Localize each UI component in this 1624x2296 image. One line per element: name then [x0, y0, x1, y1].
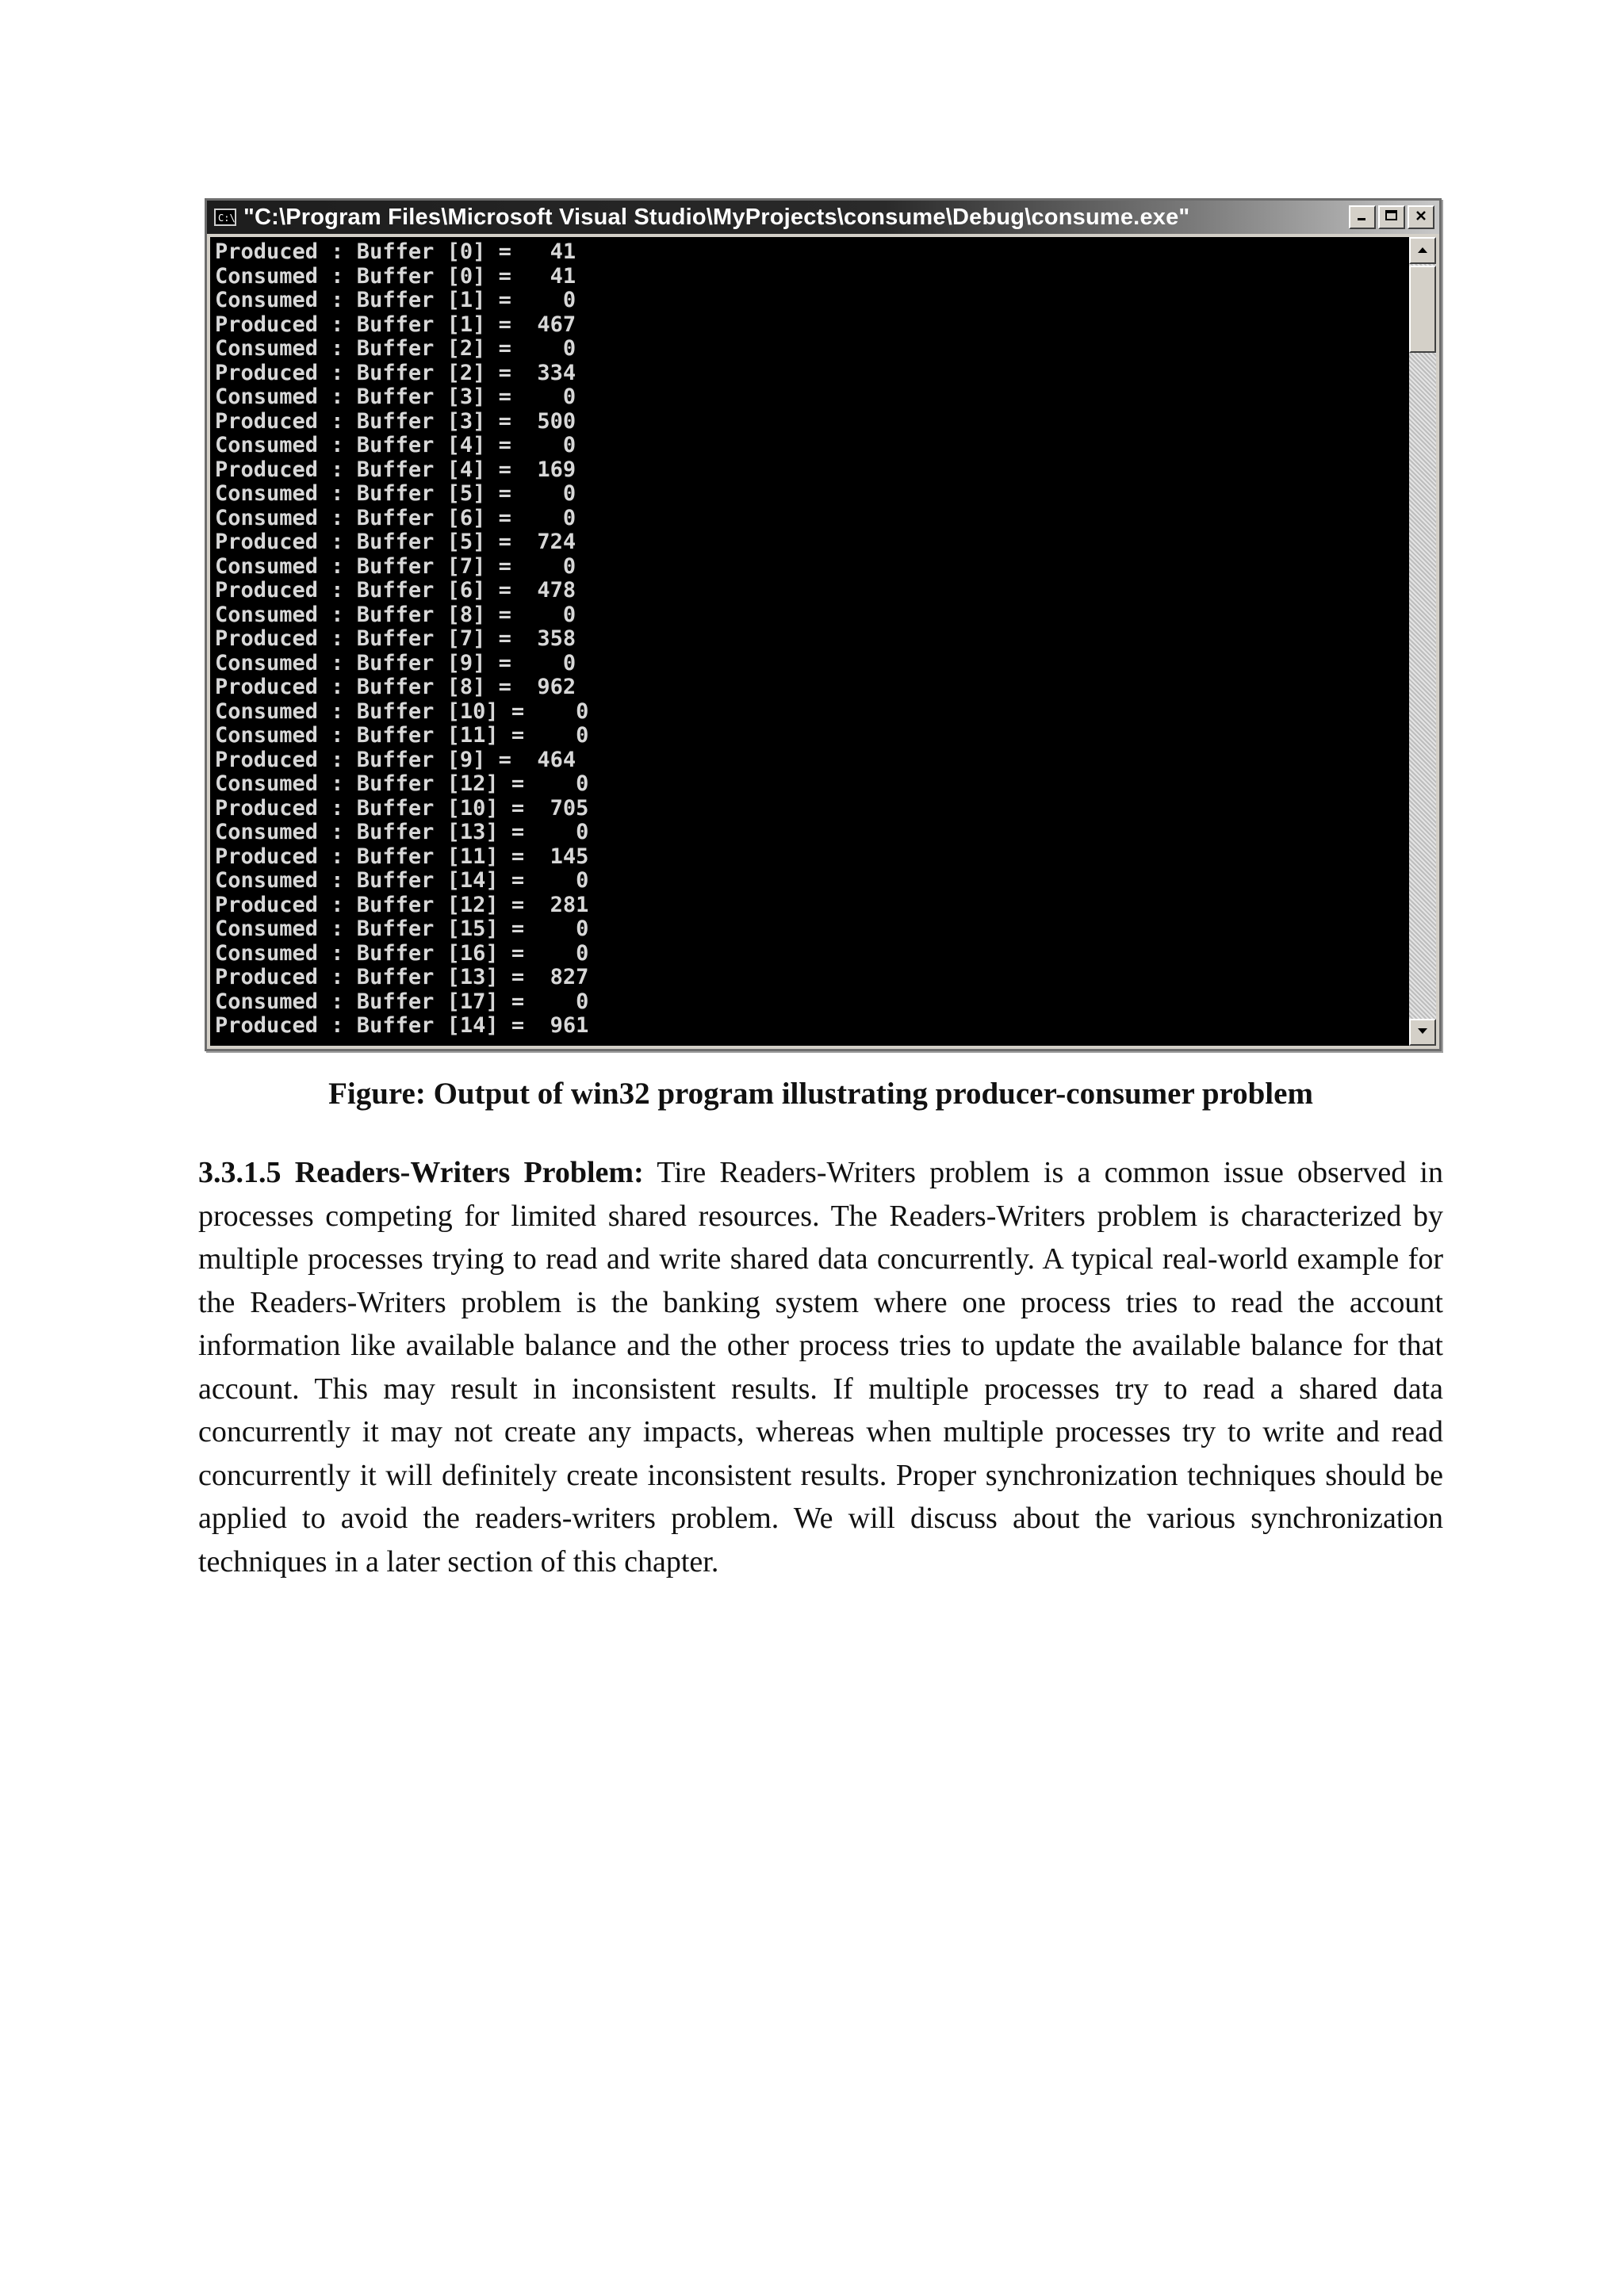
console-line: Produced : Buffer [11] = 145: [215, 844, 589, 869]
minimize-button[interactable]: [1349, 205, 1376, 229]
console-line: Produced : Buffer [10] = 705: [215, 795, 589, 821]
window-title: "C:\Program Files\Microsoft Visual Studio\MyProjects\consume\Debug\consume.exe": [243, 204, 1190, 230]
console-line: Consumed : Buffer [3] = 0: [215, 385, 576, 409]
console-line: Consumed : Buffer [8] = 0: [215, 602, 576, 627]
console-line: Consumed : Buffer [1] = 0: [215, 288, 576, 312]
section-body-text: Tire Readers-Writers problem is a common issue observed in processes competing for limited shared resources. The Readers-Writers problem is characterized by multiple processes trying to read and write shared data concurrently. A typical real-world example for the Readers-Writers problem is the banking system where one process tries to read the account information like available balance and the other process tries to update the available balance for that account. This may result in inconsistent results. If multiple processes try to read a shared data concurrently it may not create any impacts, whereas when multiple processes try to write and read concurrently it will definitely create inconsistent results. Proper synchronization techniques should be applied to avoid the readers-writers problem. We will discuss about the various synchronization techniques in a later section of this chapter.: [198, 1156, 1443, 1578]
console-line: Produced : Buffer [14] = 961: [215, 1013, 589, 1038]
section-paragraph: [198, 1151, 1443, 1583]
console-line: Produced : Buffer [5] = 724: [215, 530, 576, 554]
console-line: Consumed : Buffer [4] = 0: [215, 433, 576, 457]
console-line: Consumed : Buffer [15] = 0: [215, 916, 589, 941]
scroll-up-button[interactable]: [1409, 237, 1436, 264]
console-line: Consumed : Buffer [9] = 0: [215, 650, 576, 675]
section-heading: 3.3.1.5 Readers-Writers Problem:: [198, 1156, 644, 1189]
console-line: Produced : Buffer [9] = 464: [215, 747, 576, 772]
svg-text:C:\: C:\: [218, 212, 236, 224]
scroll-down-button[interactable]: [1409, 1019, 1436, 1046]
window-buttons: [1349, 205, 1434, 229]
console-line: Consumed : Buffer [12] = 0: [215, 771, 589, 796]
vertical-scrollbar[interactable]: [1409, 237, 1436, 1046]
console-line: Consumed : Buffer [10] = 0: [215, 698, 589, 724]
console-line: Produced : Buffer [1] = 467: [215, 312, 576, 337]
console-lines: [215, 240, 588, 1039]
console-line: Produced : Buffer [6] = 478: [215, 578, 576, 603]
console-output: [210, 237, 1409, 1046]
console-line: Consumed : Buffer [2] = 0: [215, 336, 576, 361]
title-bar: [207, 201, 1439, 234]
scroll-up-arrow-icon: [1417, 243, 1428, 258]
console-line: Produced : Buffer [2] = 334: [215, 360, 576, 385]
figure-caption: Figure: Output of win32 program illustrating producer-consumer problem: [328, 1077, 1313, 1111]
console-line: Consumed : Buffer [17] = 0: [215, 989, 589, 1014]
console-line: Consumed : Buffer [13] = 0: [215, 820, 589, 844]
scroll-down-arrow-icon: [1417, 1025, 1428, 1039]
close-icon: [1415, 209, 1427, 226]
maximize-button[interactable]: [1378, 205, 1405, 229]
console-line: Produced : Buffer [8] = 962: [215, 675, 576, 699]
console-line: Consumed : Buffer [0] = 41: [215, 263, 576, 289]
console-line: Produced : Buffer [0] = 41: [215, 239, 576, 264]
console-line: Produced : Buffer [13] = 827: [215, 965, 589, 989]
console-app-icon: [213, 207, 237, 228]
console-line: Consumed : Buffer [11] = 0: [215, 723, 589, 748]
console-line: Consumed : Buffer [7] = 0: [215, 553, 576, 579]
console-line: Produced : Buffer [3] = 500: [215, 408, 576, 434]
scroll-thumb[interactable]: [1409, 266, 1436, 353]
console-line: Produced : Buffer [4] = 169: [215, 457, 576, 482]
minimize-icon: [1356, 210, 1369, 225]
console-line: Consumed : Buffer [16] = 0: [215, 940, 589, 966]
console-line: Consumed : Buffer [6] = 0: [215, 505, 576, 530]
console-line: Produced : Buffer [7] = 358: [215, 626, 576, 651]
console-line: Consumed : Buffer [5] = 0: [215, 481, 576, 506]
maximize-icon: [1385, 209, 1399, 226]
console-line: Produced : Buffer [12] = 281: [215, 892, 589, 917]
console-window: [205, 198, 1442, 1051]
close-button[interactable]: [1408, 205, 1434, 229]
console-line: Consumed : Buffer [14] = 0: [215, 868, 589, 893]
